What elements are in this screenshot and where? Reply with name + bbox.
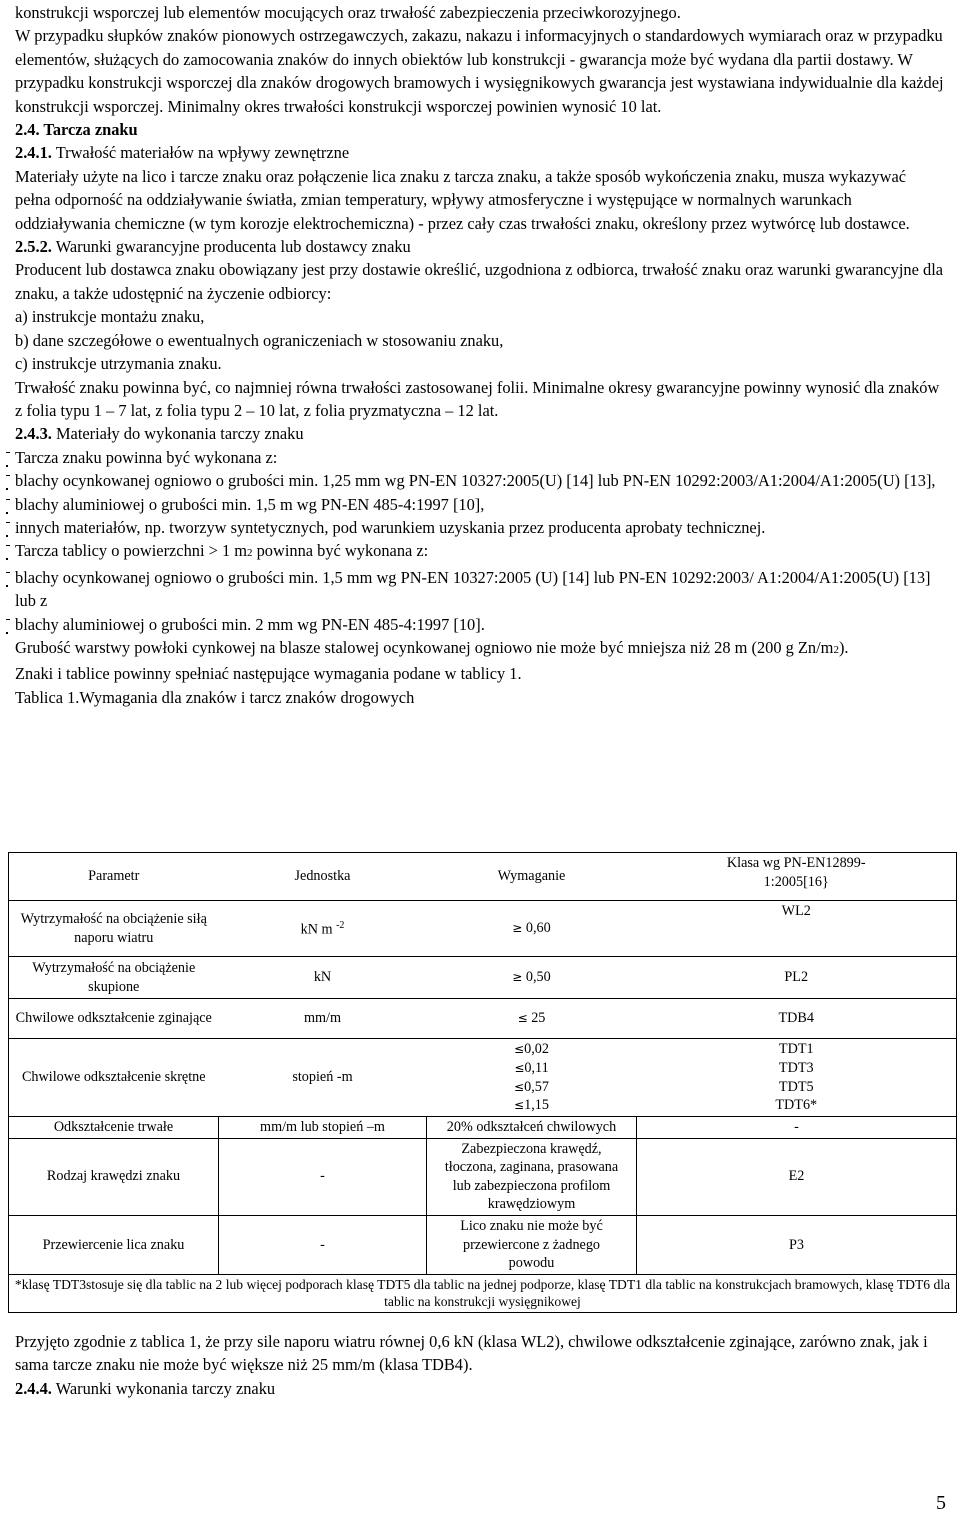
section-title: Trwałość materiałów na wpływy zewnętrzne [51,143,350,163]
requirements-table [8,852,957,1313]
cell-class: TDT1 TDT3 TDT5 TDT6* [637,1039,957,1117]
bullet-galvanized-sheet: blachy ocynkowanej ogniowo o grubości min. 1,25 mm wg PN-EN 10327:2005(U) [14] lub PN-EN 10292:2003/A1:2004/A1:2005(U) [13], [15,469,945,492]
cell-req: ≤0,02 ≤0,11 ≤0,57 ≤1,15 [427,1039,637,1117]
header-jednostka: Jednostka [219,853,427,901]
table-caption: Tablica 1.Wymagania dla znaków i tarcz znaków drogowych [15,687,415,707]
list-item-c: c) instrukcje utrzymania znaku. [15,354,222,374]
cell-unit: - [219,1215,427,1274]
header-wymaganie: Wymaganie [427,853,637,901]
bullet-aluminium-sheet: blachy aluminiowej o grubości min. 1,5 m wg PN-EN 485-4:1997 [10], [15,493,945,516]
header-parametr: Parametr [9,853,219,901]
cell-req: ≤ 25 [427,999,637,1039]
cell-req: Lico znaku nie może być przewiercone z żadnego powodu [427,1215,637,1274]
greater-equal-icon: ≥ [512,921,523,936]
paragraph-support-guarantee: W przypadku słupków znaków pionowych ostrzegawczych, zakazu, nakazu i informacyjnych o standardowych wymiarach oraz w przypadku elementów, służących do zamocowania znaków do innych obiektów lub konstrukcji - gwarancja może być wydana dla partii dostawy. W przypadku konstrukcji wsporczej dla znaków drogowych bramowych i wysięgnikowych gwarancja jest wystawiana indywidualnie dla każdej konstrukcji wsporczej. Minimalny okres trwałości konstrukcji wsporczej powinien wynosić 10 lat. [15,26,944,116]
table-row [9,901,957,957]
header-klasa: Klasa wg PN-EN12899-1:2005[16} [637,853,957,901]
table-note-row [9,1274,957,1312]
cell-unit: mm/m [219,999,427,1039]
cell-param: Przewiercenie lica znaku [9,1215,219,1274]
cell-param: Chwilowe odkształcenie skrętne [9,1039,219,1117]
section-number: 2.4.1. [15,143,52,163]
cell-class: WL2 [637,901,957,957]
heading-2-4: 2.4. Tarcza znaku [15,120,138,140]
cell-param: Chwilowe odkształcenie zginające [9,999,219,1039]
table-row [9,999,957,1039]
section-title: Warunki wykonania tarczy znaku [51,1378,276,1398]
table-row [9,1117,957,1139]
table-row [9,1138,957,1215]
section-title: Warunki gwarancyjne producenta lub dostawcy znaku [51,237,411,257]
table-footnote: *klasę TDT3stosuje się dla tablic na 2 lub więcej podporach klasę TDT5 dla tablic na jednej podporze, klasę TDT1 dla tablic na konstrukcjach bramowych, klasę TDT6 dla tablic na konstrukcji wysięgnikowej [9,1274,957,1312]
cell-class: P3 [637,1215,957,1274]
heading-2-4-3 [15,422,945,445]
table-row [9,957,957,999]
cell-req: ≥ 0,60 [427,901,637,957]
cell-class: E2 [637,1138,957,1215]
cell-param: Wytrzymałość na obciążenie skupione [9,957,219,999]
table-row [9,1215,957,1274]
paragraph-zinc-coating: Grubość warstwy powłoki cynkowej na blasze stalowej ocynkowanej ogniowo nie może być mniejsza niż 28 m (200 g Zn/m2). [15,637,849,657]
section-number: 2.5.2. [15,237,52,257]
cell-class: PL2 [637,957,957,999]
table-header-row [9,853,957,901]
section-title: Materiały do wykonania tarczy znaku [51,424,304,444]
cell-req: ≥ 0,50 [427,957,637,999]
greater-equal-icon: ≥ [512,970,523,985]
bullet-other-materials: innych materiałów, np. tworzyw syntetycznych, pod warunkiem uzyskania przez producenta aprobaty technicznej. [15,516,945,539]
page-number: 5 [936,1492,946,1514]
document-page [15,1,945,709]
section-number: 2.4.3. [15,424,52,444]
bullet-aluminium-sheet-board: blachy aluminiowej o grubości min. 2 mm wg PN-EN 485-4:1997 [10]. [15,613,945,636]
bullet-intro-board: Tarcza tablicy o powierzchni > 1 m2 powinna być wykonana z: [15,539,945,565]
section-number: 2.4.4. [15,1378,52,1398]
paragraph-requirements-ref: Znaki i tablice powinny spełniać następujące wymagania podane w tablicy 1. [15,664,522,684]
heading-2-5-2 [15,235,945,258]
less-equal-icon: ≤ [514,1079,525,1094]
bullet-intro-shield: Tarcza znaku powinna być wykonana z: [15,446,945,469]
heading-2-4-4 [15,1377,945,1400]
less-equal-icon: ≤ [514,1060,525,1075]
list-item-a: a) instrukcje montażu znaku, [15,307,205,327]
paragraph-intro: konstrukcji wsporczej lub elementów mocujących oraz trwałość zabezpieczenia przeciwkorozyjnego. [15,3,681,22]
paragraph-conclusion: Przyjęto zgodnie z tablica 1, że przy sile naporu wiatru równej 0,6 kN (klasa WL2), chwilowe odkształcenie zginające, zarówno znak, jak i sama tarcze znaku nie może być większe niż 25 mm/m (klasa TDB4). [15,1332,928,1375]
cell-req: Zabezpieczona krawędź, tłoczona, zaginana, prasowana lub zabezpieczona profilom krawędziowym [427,1138,637,1215]
paragraph-durability: Materiały użyte na lico i tarcze znaku oraz połączenie lica znaku z tarcza znaku, a także sposób wykończenia znaku, musza wykazywać pełna odporność na oddziaływanie światła, zmian temperatury, wpływy atmosferyczne i występujące w normalnych warunkach oddziaływania chemiczne (w tym korozje elektrochemiczna) - przez cały czas trwałości znaku, określony przez wytwórcę lub dostawce. [15,166,910,233]
paragraph-producer-obligation: Producent lub dostawca znaku obowiązany jest przy dostawie określić, uzgodniona z odbiorca, trwałość znaku oraz warunki gwarancyjne dla znaku, a także udostępnić na życzenie odbiorcy: [15,260,944,303]
paragraph-guarantee-periods: Trwałość znaku powinna być, co najmniej równa trwałości zastosowanej folii. Minimalne okresy gwarancyjne powinny wynosić dla znaków z folia typu 1 – 7 lat, z folia typu 2 – 10 lat, z folia pryzmatyczna – 12 lat. [15,377,940,420]
table-row [9,1039,957,1117]
less-equal-icon: ≤ [514,1098,525,1113]
cell-unit: kN m $^{-2}$ [219,901,427,957]
cell-unit: - [219,1138,427,1215]
cell-class: - [637,1117,957,1139]
cell-param: Odkształcenie trwałe [9,1117,219,1139]
cell-req: 20% odkształceń chwilowych [427,1117,637,1139]
cell-param: Rodzaj krawędzi znaku [9,1138,219,1215]
cell-unit: stopień -m [219,1039,427,1117]
less-equal-icon: ≤ [517,1011,528,1026]
heading-2-4-1 [15,141,945,164]
list-item-b: b) dane szczegółowe o ewentualnych ograniczeniach w stosowaniu znaku, [15,330,504,350]
cell-param: Wytrzymałość na obciążenie siłą naporu wiatru [9,901,219,957]
cell-unit: kN [219,957,427,999]
cell-unit: mm/m lub stopień –m [219,1117,427,1139]
less-equal-icon: ≤ [514,1042,525,1057]
bullet-galvanized-sheet-board: blachy ocynkowanej ogniowo o grubości min. 1,5 mm wg PN-EN 10327:2005 (U) [14] lub PN-EN 10292:2003/ A1:2004/A1:2005(U) [13] lub z [15,566,945,613]
after-table-section [15,1330,945,1400]
cell-class: TDB4 [637,999,957,1039]
